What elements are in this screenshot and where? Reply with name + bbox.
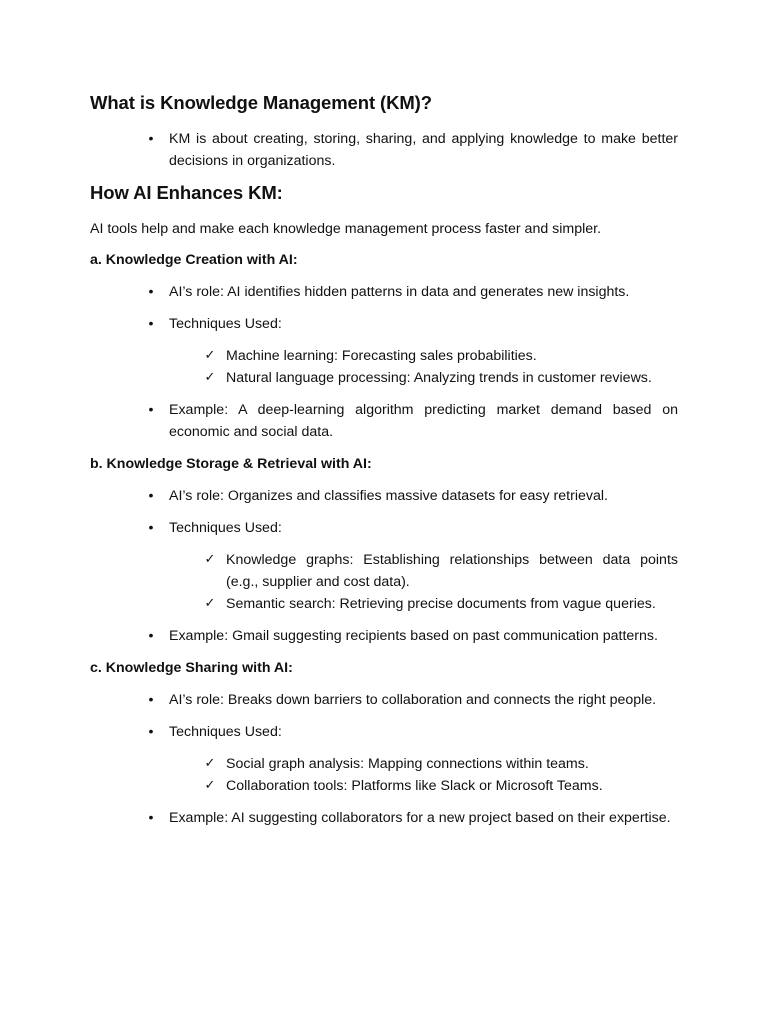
technique-item [90,753,678,775]
bullet-icon: • [148,628,154,644]
technique-item [90,593,678,615]
list-item [90,807,678,829]
role-text: AI’s role: Organizes and classifies massive datasets for easy retrieval. [169,488,608,504]
km-definition-text: KM is about creating, storing, sharing, and applying knowledge to make better decisions in organizations. [169,131,678,169]
technique-item [90,345,678,367]
km-definition-list [90,128,678,172]
list-item [90,721,678,743]
intro-paragraph: AI tools help and make each knowledge management process faster and simpler. [90,221,602,237]
bullet-icon: • [148,316,154,332]
technique-text: Social graph analysis: Mapping connections within teams. [226,756,589,772]
checkmark-icon: ✓ [204,596,216,611]
techniques-label: Techniques Used: [169,520,282,536]
bullet-icon: • [148,810,154,826]
technique-item [90,367,678,389]
subsection-heading-storage: b. Knowledge Storage & Retrieval with AI: [90,456,372,472]
list-item [90,625,678,647]
techniques-label: Techniques Used: [169,316,282,332]
storage-bullets [90,485,678,539]
bullet-icon: • [148,520,154,536]
checkmark-icon: ✓ [204,552,216,567]
list-item [90,399,678,443]
checkmark-icon: ✓ [204,778,216,793]
subsection-heading-sharing: c. Knowledge Sharing with AI: [90,660,293,676]
creation-techniques [90,345,678,389]
checkmark-icon: ✓ [204,348,216,363]
sharing-bullets [90,689,678,743]
technique-text: Knowledge graphs: Establishing relationships between data points (e.g., supplier and cost data). [226,552,678,590]
technique-text: Natural language processing: Analyzing trends in customer reviews. [226,370,652,386]
subsection-heading-creation: a. Knowledge Creation with AI: [90,252,298,268]
example-text: Example: Gmail suggesting recipients based on past communication patterns. [169,628,658,644]
bullet-icon: • [148,131,154,147]
bullet-icon: • [148,402,154,418]
document-page [90,92,678,839]
technique-item [90,549,678,593]
sharing-techniques [90,753,678,797]
creation-bullets [90,281,678,335]
section-heading: How AI Enhances KM: [90,182,283,203]
list-item [90,281,678,303]
technique-text: Machine learning: Forecasting sales probabilities. [226,348,537,364]
role-text: AI’s role: Breaks down barriers to collaboration and connects the right people. [169,692,657,708]
example-text: Example: A deep-learning algorithm predicting market demand based on economic and social data. [169,402,678,440]
page-title: What is Knowledge Management (KM)? [90,92,432,113]
list-item [90,689,678,711]
bullet-icon: • [148,724,154,740]
list-item [90,485,678,507]
storage-example [90,625,678,647]
list-item [90,517,678,539]
bullet-icon: • [148,284,154,300]
example-text: Example: AI suggesting collaborators for a new project based on their expertise. [169,810,671,826]
technique-text: Semantic search: Retrieving precise documents from vague queries. [226,596,656,612]
sharing-example [90,807,678,829]
technique-text: Collaboration tools: Platforms like Slack or Microsoft Teams. [226,778,603,794]
bullet-icon: • [148,488,154,504]
list-item [90,128,678,172]
storage-techniques [90,549,678,615]
checkmark-icon: ✓ [204,756,216,771]
technique-item [90,775,678,797]
checkmark-icon: ✓ [204,370,216,385]
creation-example [90,399,678,443]
bullet-icon: • [148,692,154,708]
techniques-label: Techniques Used: [169,724,282,740]
list-item [90,313,678,335]
role-text: AI’s role: AI identifies hidden patterns in data and generates new insights. [169,284,630,300]
